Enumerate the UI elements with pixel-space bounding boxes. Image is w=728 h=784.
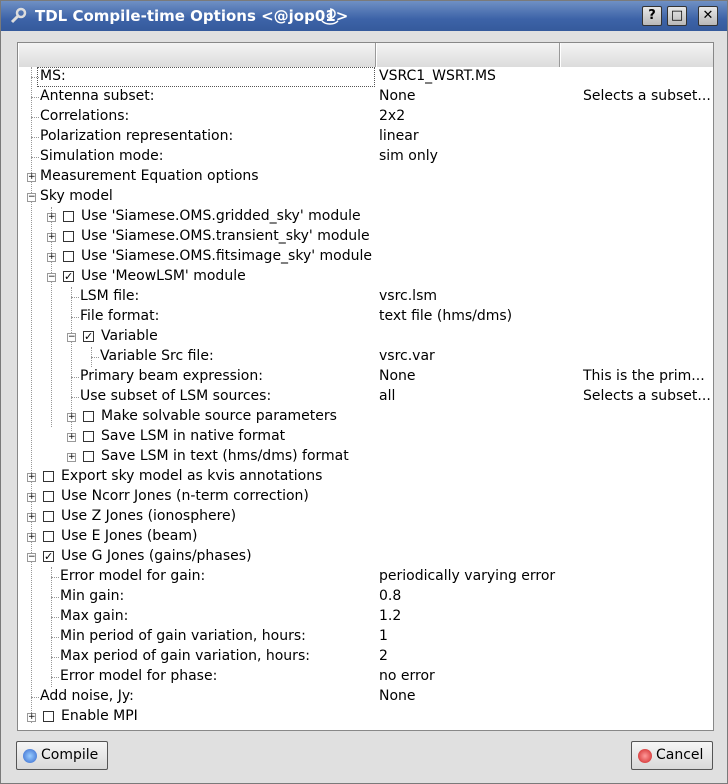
expand-icon[interactable]: + bbox=[28, 172, 36, 182]
tree-guide bbox=[51, 637, 59, 638]
expand-icon[interactable]: + bbox=[28, 512, 36, 522]
tree-row[interactable] bbox=[18, 107, 714, 127]
tree-row[interactable] bbox=[18, 387, 714, 407]
option-label: Export sky model as kvis annotations bbox=[61, 468, 323, 484]
option-label: Use Ncorr Jones (n-term correction) bbox=[61, 488, 309, 504]
option-label: LSM file: bbox=[80, 288, 140, 304]
option-label: Save LSM in native format bbox=[101, 428, 286, 444]
option-value[interactable]: linear bbox=[379, 128, 419, 144]
tree-guide bbox=[51, 617, 59, 618]
tree-row[interactable] bbox=[18, 187, 714, 207]
option-label: Max gain: bbox=[60, 608, 129, 624]
tree-row[interactable] bbox=[18, 207, 714, 227]
checkbox-checked[interactable]: ✓ bbox=[44, 550, 54, 563]
wrench-icon bbox=[9, 7, 27, 25]
tree-row[interactable] bbox=[18, 487, 714, 507]
tree-row[interactable] bbox=[18, 427, 714, 447]
option-label: Polarization representation: bbox=[40, 128, 234, 144]
expand-icon[interactable]: + bbox=[28, 472, 36, 482]
option-description: Selects a subset... bbox=[583, 88, 711, 104]
tree-row[interactable] bbox=[18, 567, 714, 587]
option-label: Error model for gain: bbox=[60, 568, 206, 584]
option-description: This is the prim... bbox=[583, 368, 705, 384]
tree-row[interactable] bbox=[18, 347, 714, 367]
tree-row[interactable] bbox=[18, 467, 714, 487]
tree-guide bbox=[71, 317, 79, 318]
tree-row[interactable] bbox=[18, 507, 714, 527]
tree-row[interactable] bbox=[18, 627, 714, 647]
maximize-button[interactable]: □ bbox=[667, 6, 687, 26]
option-value[interactable]: 2 bbox=[379, 648, 388, 664]
tree-guide bbox=[31, 157, 39, 158]
tree-guide bbox=[71, 297, 79, 298]
collapse-icon[interactable]: − bbox=[68, 332, 76, 342]
option-label: Save LSM in text (hms/dms) format bbox=[101, 448, 349, 464]
tree-guide bbox=[31, 697, 39, 698]
tree-row[interactable] bbox=[18, 687, 714, 707]
tree-row[interactable] bbox=[18, 547, 714, 567]
cancel-label: Cancel bbox=[656, 747, 704, 763]
tree-guide bbox=[51, 657, 59, 658]
option-value[interactable]: 1 bbox=[379, 628, 388, 644]
option-value[interactable]: vsrc.lsm bbox=[379, 288, 437, 304]
option-label: Min period of gain variation, hours: bbox=[60, 628, 306, 644]
options-tree[interactable] bbox=[17, 42, 714, 731]
tree-row[interactable] bbox=[18, 267, 714, 287]
tree-row[interactable] bbox=[18, 247, 714, 267]
option-label: File format: bbox=[80, 308, 160, 324]
option-value[interactable]: vsrc.var bbox=[379, 348, 435, 364]
option-label: Error model for phase: bbox=[60, 668, 218, 684]
tree-row[interactable] bbox=[18, 327, 714, 347]
window-title: TDL Compile-time Options <@jop01> bbox=[35, 7, 349, 25]
collapse-icon[interactable]: − bbox=[28, 552, 36, 562]
option-value[interactable]: 2x2 bbox=[379, 108, 406, 124]
option-label: Use 'MeowLSM' module bbox=[81, 268, 246, 284]
tree-row[interactable] bbox=[18, 227, 714, 247]
expand-icon[interactable]: + bbox=[48, 232, 56, 242]
expand-icon[interactable]: + bbox=[68, 432, 76, 442]
checkbox-unchecked[interactable] bbox=[63, 231, 74, 242]
option-value[interactable]: periodically varying error bbox=[379, 568, 556, 584]
tree-guide bbox=[51, 577, 59, 578]
compile-button[interactable] bbox=[16, 741, 108, 770]
cancel-button[interactable] bbox=[631, 741, 713, 770]
refresh-icon bbox=[23, 749, 37, 763]
help-button[interactable]: ? bbox=[642, 6, 662, 26]
checkbox-unchecked[interactable] bbox=[63, 211, 74, 222]
expand-icon[interactable]: + bbox=[68, 452, 76, 462]
option-label: Use Z Jones (ionosphere) bbox=[61, 508, 237, 524]
tree-row[interactable] bbox=[18, 367, 714, 387]
checkbox-unchecked[interactable] bbox=[63, 251, 74, 262]
checkbox-unchecked[interactable] bbox=[43, 711, 54, 722]
option-label: Make solvable source parameters bbox=[101, 408, 337, 424]
option-label: Sky model bbox=[40, 188, 113, 204]
collapse-icon[interactable]: − bbox=[28, 192, 36, 202]
swirl-icon bbox=[319, 5, 341, 27]
tree-row[interactable] bbox=[18, 587, 714, 607]
option-label: Use E Jones (beam) bbox=[61, 528, 198, 544]
checkbox-unchecked[interactable] bbox=[83, 451, 94, 462]
option-label: Variable Src file: bbox=[100, 348, 214, 364]
tree-row[interactable] bbox=[18, 147, 714, 167]
option-label: Correlations: bbox=[40, 108, 130, 124]
option-label: Enable MPI bbox=[61, 708, 138, 724]
option-label: Use 'Siamese.OMS.transient_sky' module bbox=[81, 228, 370, 244]
close-button[interactable]: ✕ bbox=[698, 6, 718, 26]
focus-outline bbox=[37, 67, 375, 87]
tree-row[interactable] bbox=[18, 87, 714, 107]
option-label: Primary beam expression: bbox=[80, 368, 263, 384]
checkbox-checked[interactable]: ✓ bbox=[84, 330, 94, 343]
option-value[interactable]: no error bbox=[379, 668, 435, 684]
option-value[interactable]: 0.8 bbox=[379, 588, 402, 604]
checkbox-unchecked[interactable] bbox=[43, 511, 54, 522]
option-label: Simulation mode: bbox=[40, 148, 164, 164]
expand-icon[interactable]: + bbox=[28, 492, 36, 502]
expand-icon[interactable]: + bbox=[48, 252, 56, 262]
expand-icon[interactable]: + bbox=[68, 412, 76, 422]
checkbox-unchecked[interactable] bbox=[83, 431, 94, 442]
option-value[interactable]: text file (hms/dms) bbox=[379, 308, 513, 324]
option-label: Min gain: bbox=[60, 588, 125, 604]
checkbox-checked[interactable]: ✓ bbox=[64, 270, 74, 283]
checkbox-unchecked[interactable] bbox=[43, 471, 54, 482]
tree-guide bbox=[51, 677, 59, 678]
checkbox-unchecked[interactable] bbox=[83, 411, 94, 422]
tree-row[interactable] bbox=[18, 67, 714, 87]
option-value[interactable]: None bbox=[379, 368, 416, 384]
tree-row[interactable] bbox=[18, 407, 714, 427]
tree-guide bbox=[31, 97, 39, 98]
compile-label: Compile bbox=[41, 747, 99, 763]
option-label: Use subset of LSM sources: bbox=[80, 388, 272, 404]
tree-row[interactable] bbox=[18, 447, 714, 467]
tree-header bbox=[18, 43, 714, 67]
option-label: Max period of gain variation, hours: bbox=[60, 648, 310, 664]
option-label: Use G Jones (gains/phases) bbox=[61, 548, 252, 564]
cancel-icon bbox=[638, 749, 652, 763]
option-label: Use 'Siamese.OMS.gridded_sky' module bbox=[81, 208, 361, 224]
option-value[interactable]: None bbox=[379, 88, 416, 104]
option-label: MS: bbox=[40, 68, 66, 84]
tree-row[interactable] bbox=[18, 707, 714, 727]
titlebar[interactable] bbox=[1, 1, 727, 31]
option-label: Antenna subset: bbox=[40, 88, 155, 104]
tree-row[interactable] bbox=[18, 667, 714, 687]
header-col-desc[interactable] bbox=[560, 43, 714, 67]
tree-row[interactable] bbox=[18, 127, 714, 147]
tree-row[interactable] bbox=[18, 287, 714, 307]
option-label: Add noise, Jy: bbox=[40, 688, 134, 704]
expand-icon[interactable]: + bbox=[48, 212, 56, 222]
header-col-name[interactable] bbox=[18, 43, 376, 67]
option-value[interactable]: None bbox=[379, 688, 416, 704]
checkbox-unchecked[interactable] bbox=[43, 531, 54, 542]
tree-guide bbox=[31, 117, 39, 118]
tree-row[interactable] bbox=[18, 607, 714, 627]
tree-guide bbox=[71, 377, 79, 378]
tree-row[interactable] bbox=[18, 647, 714, 667]
expand-icon[interactable]: + bbox=[28, 532, 36, 542]
option-description: Selects a subset... bbox=[583, 388, 711, 404]
tree-guide bbox=[71, 397, 79, 398]
checkbox-unchecked[interactable] bbox=[43, 491, 54, 502]
option-value[interactable]: sim only bbox=[379, 148, 438, 164]
option-value[interactable]: all bbox=[379, 388, 396, 404]
option-label: Variable bbox=[101, 328, 158, 344]
tree-guide bbox=[51, 597, 59, 598]
header-col-value[interactable] bbox=[376, 43, 560, 67]
option-value[interactable]: VSRC1_WSRT.MS bbox=[379, 68, 496, 84]
option-label: Measurement Equation options bbox=[40, 168, 259, 184]
tree-row[interactable] bbox=[18, 167, 714, 187]
expand-icon[interactable]: + bbox=[28, 712, 36, 722]
tree-row[interactable] bbox=[18, 527, 714, 547]
tree-guide bbox=[91, 357, 99, 358]
option-label: Use 'Siamese.OMS.fitsimage_sky' module bbox=[81, 248, 373, 264]
tree-guide bbox=[31, 77, 39, 78]
collapse-icon[interactable]: − bbox=[48, 272, 56, 282]
option-value[interactable]: 1.2 bbox=[379, 608, 402, 624]
tree-row[interactable] bbox=[18, 307, 714, 327]
tree-guide bbox=[31, 137, 39, 138]
